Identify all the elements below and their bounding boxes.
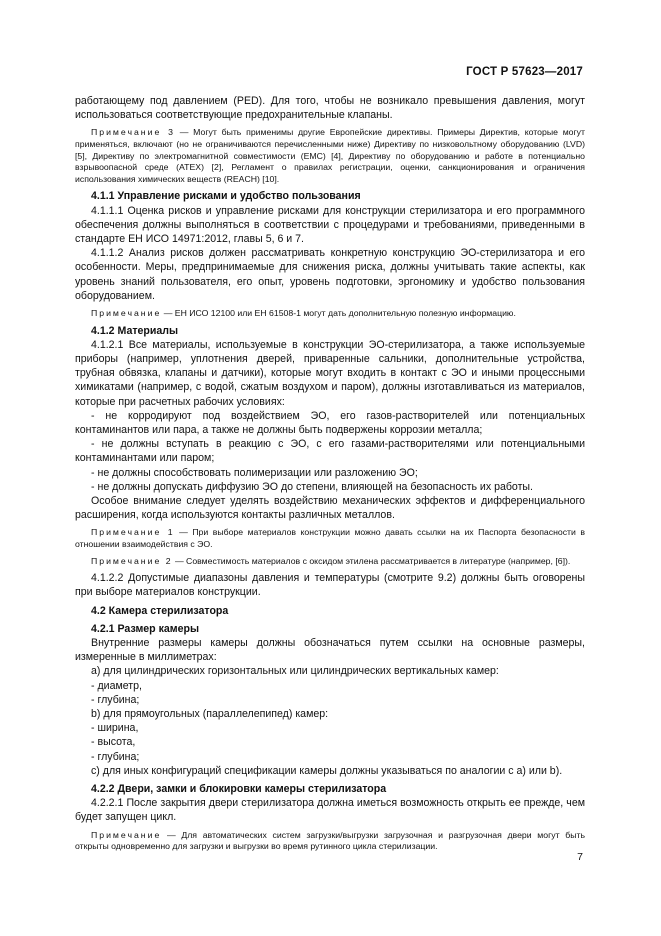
note-prefix: Примечание (91, 829, 162, 840)
section-heading: 4.2.1 Размер камеры (91, 622, 200, 635)
note-text: — Совместимость материалов с оксидом этилена рассматривается в литературе (например, [6]). (172, 555, 571, 566)
note-prefix: Примечание (91, 308, 162, 318)
section-heading: 4.1.1 Управление рисками и удобство пользования (91, 190, 361, 203)
note-paragraph (75, 830, 585, 853)
body-paragraph: c) для иных конфигураций спецификации камеры должны указываться по аналогии с a) или b). (91, 764, 563, 777)
body-paragraph: Внутренние размеры камеры должны обозначаться путем ссылки на основные размеры, измеренные в миллиметрах: (75, 637, 585, 664)
body-paragraph: Особое внимание следует уделять воздействию механических эффектов и дифференциального расширения, когда используются контакты различных металлов. (75, 495, 585, 522)
body-paragraph: a) для цилиндрических горизонтальных или цилиндрических вертикальных камер: (91, 665, 499, 678)
body-paragraph: 4.1.1.2 Анализ рисков должен рассматривать конкретную конструкцию ЭО-стерилизатора и его особенности. Меры, предпринимаемые для снижения риска, должны учитывать такие аспекты, как уровень знаний пользователя, его опыт, уровень подготовки, эргономику и удобство пользования оборудованием. (75, 247, 585, 302)
note-prefix: Примечание 2 (91, 555, 173, 566)
section-heading: 4.1.2 Материалы (91, 324, 179, 337)
section-heading: 4.2.2 Двери, замки и блокировки камеры стерилизатора (91, 783, 387, 796)
section-heading: 4.2 Камера стерилизатора (91, 604, 229, 617)
note-prefix: Примечание 1 (91, 527, 175, 538)
standard-header: ГОСТ Р 57623—2017 (466, 66, 583, 78)
body-paragraph: - ширина, (91, 722, 139, 735)
body-paragraph: - не корродируют под воздействием ЭО, его газов-растворителей или потенциальных контаминантов или пара, а также не должны быть подвержены коррозии металла; (75, 409, 585, 437)
body-paragraph: - высота, (91, 736, 136, 749)
note-text: — ЕН ИСО 12100 или ЕН 61508-1 могут дать дополнительную полезную информацию. (161, 308, 516, 318)
body-paragraph: 4.1.1.1 Оценка рисков и управление рисками для конструкции стерилизатора и его программного обеспечения должны выполняться в соответствии с процедурами и требованиями, приведенными в стандарте ЕН ИСО 14971:2012, главы 5, 6 и 7. (75, 204, 585, 245)
note-text: — При выборе материалов конструкции можно давать ссылки на их Паспорта безопасности в отношении взаимодействия с ЭО. (75, 527, 585, 550)
note-prefix: Примечание 3 (91, 127, 175, 138)
document-body (75, 94, 585, 853)
body-paragraph: - глубина; (91, 693, 140, 706)
note-paragraph (75, 556, 585, 568)
note-paragraph (75, 527, 585, 550)
body-paragraph: 4.1.2.1 Все материалы, используемые в конструкции ЭО-стерилизатора, а также используемые приборы (например, уплотнения дверей, приваренные сальники, дополнительные устройства, трубная обвязка, клапаны и датчики), которые могут входить в контакт с ЭО и иными процессными химикатами (например, с водой, сжатым воздухом и паром), должны изготавливаться из материалов, которые при расчетных рабочих условиях: (75, 338, 585, 408)
page-number: 7 (577, 851, 583, 863)
note-paragraph (75, 308, 585, 320)
body-paragraph: b) для прямоугольных (параллелепипед) камер: (91, 708, 329, 721)
body-paragraph: - не должны вступать в реакцию с ЭО, с его газами-растворителями или потенциальными контаминантами или паром; (75, 438, 585, 465)
note-text: — Могут быть применимы другие Европейские директивы. Примеры Директив, которые могут применяться, включают (но не ограничиваются перечисленными ниже) Директиву по низковольтному оборудованию (LVD) [5], Директиву по электромагнитной совместимости (EMC) [4], Директиву по оборудованию и работе в потенциально взрывоопасной среде (ATEX) [2], Регламент о правилах регистрации, оценки, санкционирования и ограничения использования химических веществ (REACH) [10]. (75, 127, 585, 184)
body-paragraph: - глубина; (91, 750, 140, 763)
body-paragraph: работающему под давлением (PED). Для того, чтобы не возникало превышения давления, могут использоваться соответствующие предохранительные клапаны. (75, 95, 585, 122)
body-paragraph: - не должны способствовать полимеризации или разложению ЭО; (91, 466, 418, 479)
note-paragraph (75, 127, 585, 185)
body-paragraph: - диаметр, (91, 679, 142, 692)
body-paragraph: 4.1.2.2 Допустимые диапазоны давления и температуры (смотрите 9.2) должны быть оговорены при выборе материалов конструкции. (75, 572, 585, 599)
note-text: — Для автоматических систем загрузки/выгрузки загрузочная и разгрузочная двери могут быть открыты одновременно для загрузки и выгрузки во время рутинного цикла стерилизации. (75, 829, 585, 852)
body-paragraph: - не должны допускать диффузию ЭО до степени, влияющей на безопасность их работы. (91, 480, 533, 493)
body-paragraph: 4.2.2.1 После закрытия двери стерилизатора должна иметься возможность открыть ее прежде, чем будет запущен цикл. (75, 797, 585, 824)
